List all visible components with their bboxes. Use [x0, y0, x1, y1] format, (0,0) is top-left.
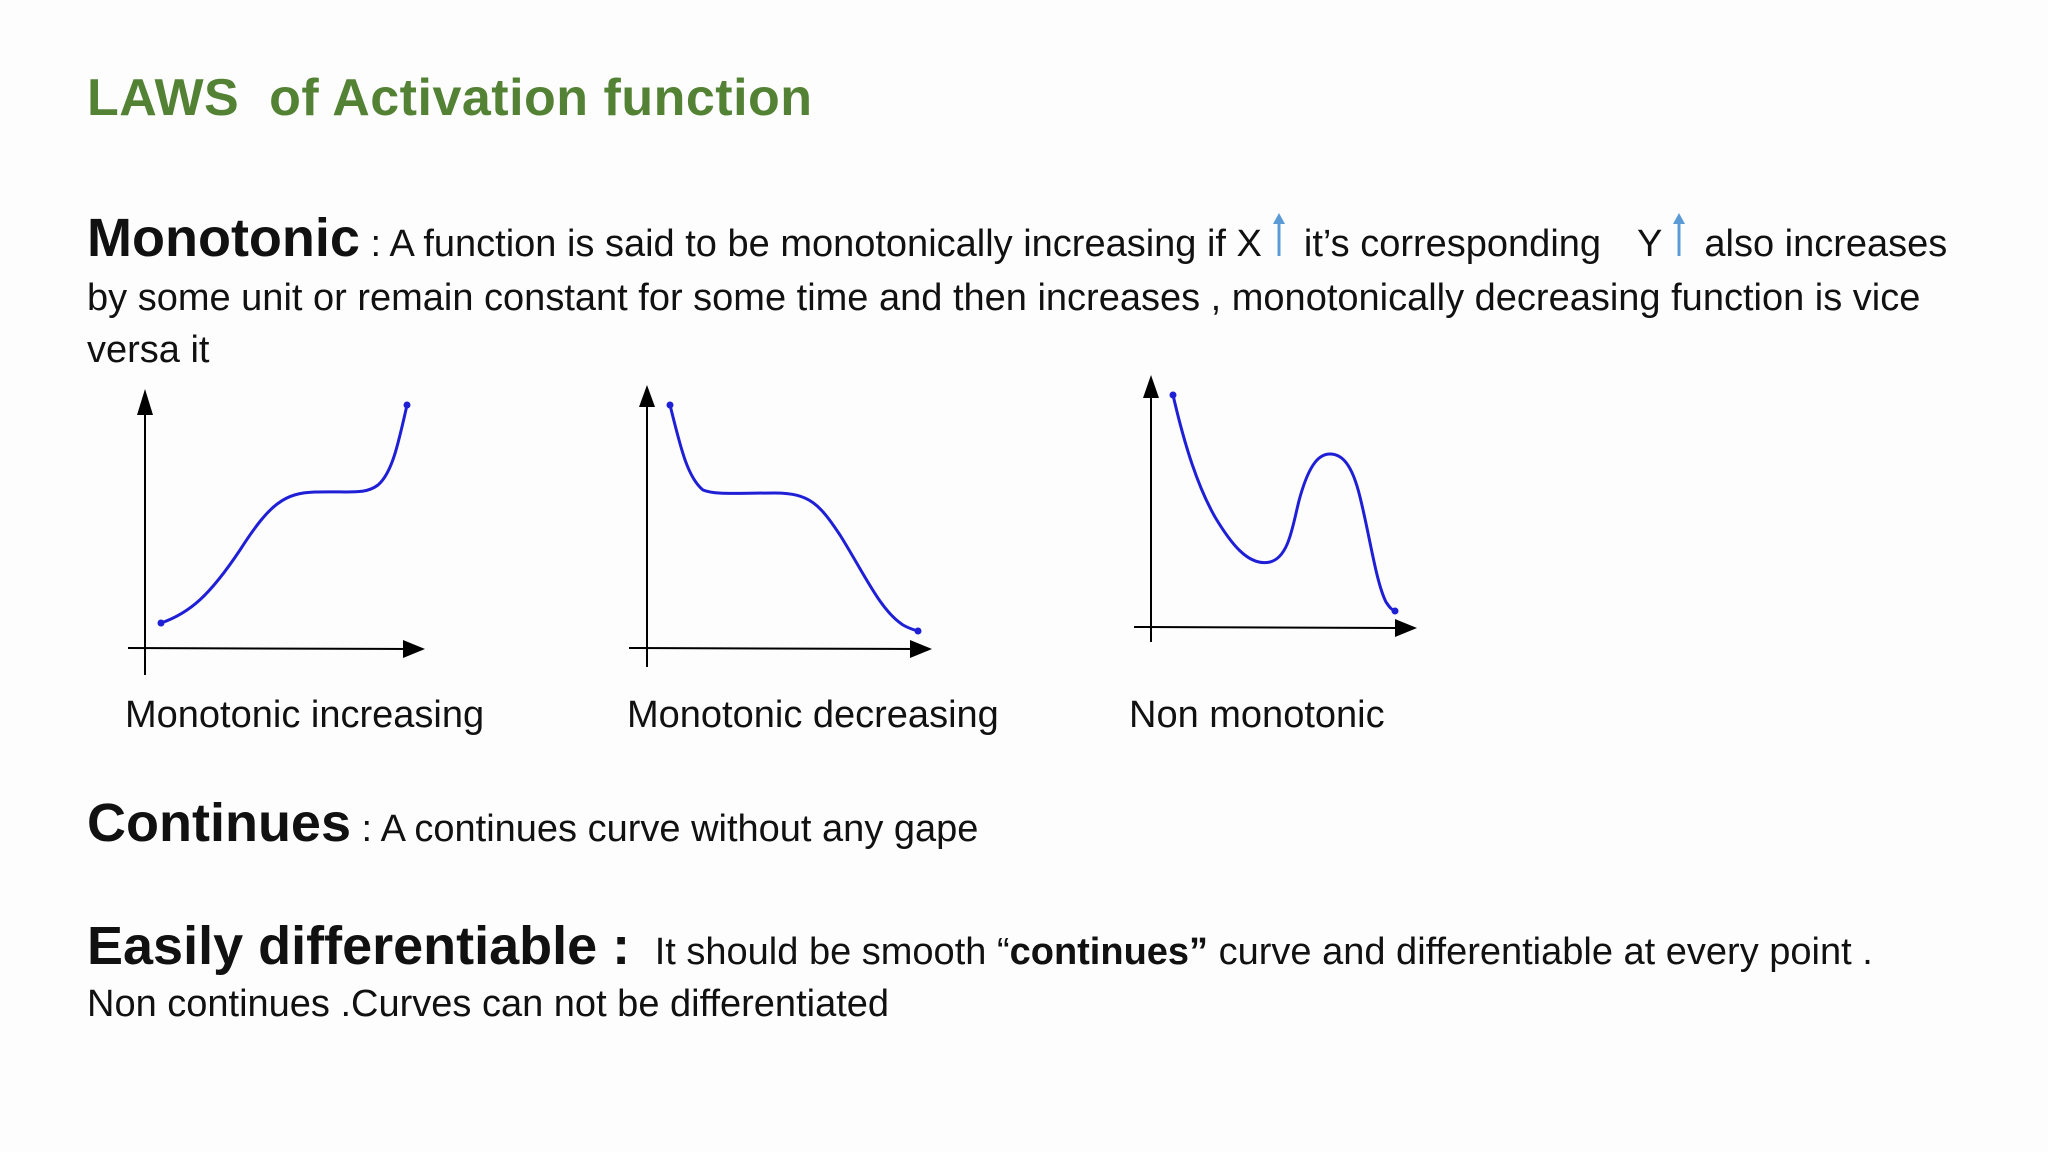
continues-paragraph	[87, 793, 1967, 855]
monotonic-text-3: Y	[1637, 223, 1663, 265]
monotonic-text-4: also increases by some unit or remain constant for some time and then increases , monotonically decreasing function is vice versa it	[87, 223, 1948, 371]
differentiable-text-1: It should be smooth “	[654, 931, 1010, 973]
graph-non-monotonic	[1130, 372, 1420, 657]
differentiable-term: Easily differentiable :	[87, 916, 631, 976]
caption-non-monotonic: Non monotonic	[1129, 694, 1385, 736]
arrow-up-icon	[1672, 212, 1686, 272]
graph-monotonic-increasing	[120, 385, 430, 675]
monotonic-term: Monotonic	[87, 208, 360, 268]
differentiable-paragraph	[87, 916, 1967, 1030]
differentiable-text-2: curve and differentiable at every point .	[1208, 931, 1873, 973]
slide-title: LAWS of Activation function	[87, 69, 813, 127]
differentiable-line-2: Non continues .Curves can not be differentiated	[87, 983, 890, 1025]
continues-text: : A continues curve without any gape	[351, 808, 979, 850]
differentiable-bold: continues”	[1009, 931, 1209, 973]
caption-monotonic-increasing: Monotonic increasing	[125, 694, 485, 736]
monotonic-paragraph	[87, 208, 1967, 376]
graph-monotonic-decreasing	[625, 385, 935, 675]
monotonic-text-2: it’s corresponding	[1303, 223, 1602, 265]
caption-monotonic-decreasing: Monotonic decreasing	[627, 694, 999, 736]
monotonic-text-1: A function is said to be monotonically increasing if X	[389, 223, 1262, 265]
continues-term: Continues	[87, 793, 351, 853]
monotonic-sep: :	[359, 223, 390, 265]
arrow-up-icon	[1272, 212, 1286, 272]
